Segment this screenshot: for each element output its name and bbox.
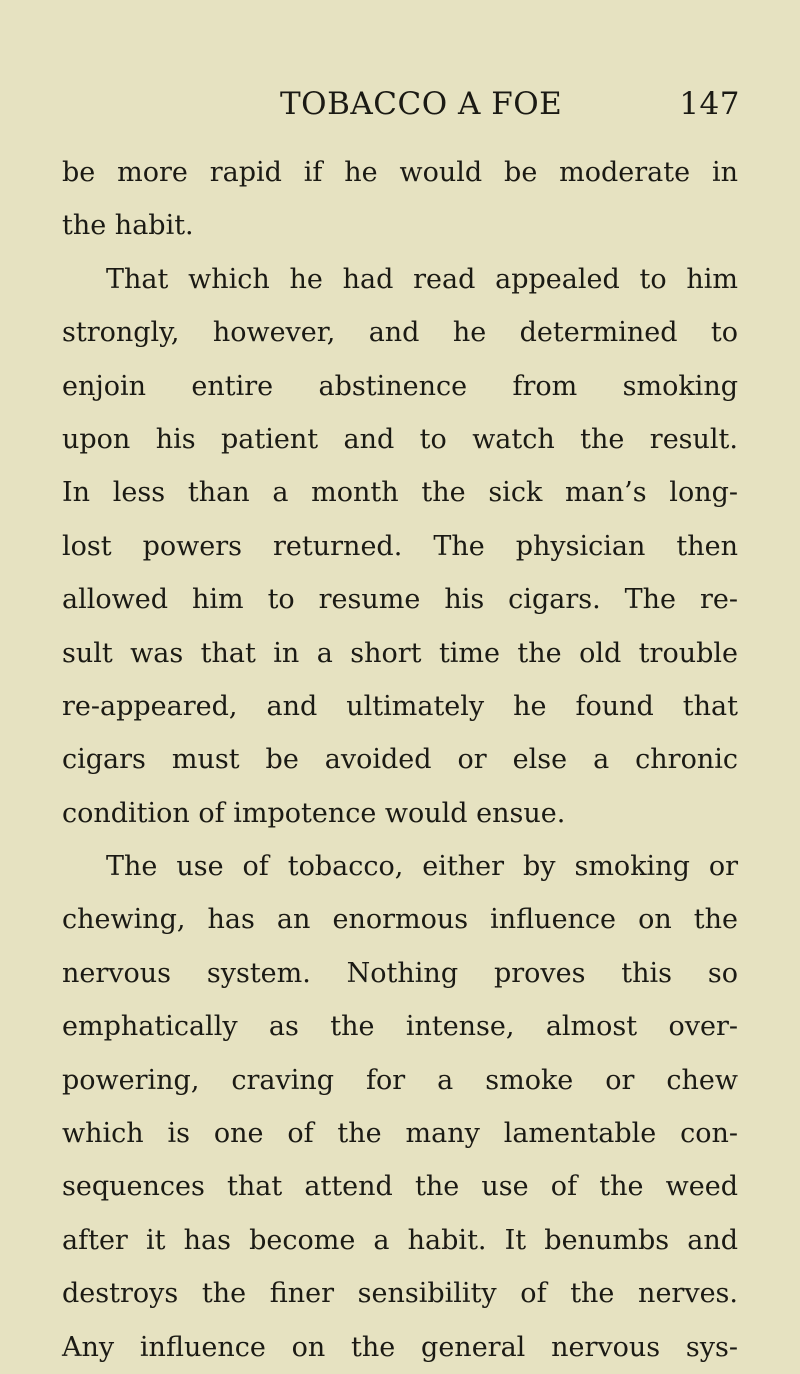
running-head [280, 86, 740, 126]
text-line: the habit. [62, 210, 194, 242]
text-line: Any influence on the general nervous sys- [62, 1331, 738, 1363]
text-line: sult was that in a short time the old trouble [62, 637, 738, 669]
text-line: sequences that attend the use of the weed [62, 1171, 738, 1203]
text-line: chewing, has an enormous influence on the [62, 904, 738, 936]
text-line: after it has become a habit. It benumbs and [62, 1224, 738, 1256]
text-line: condition of impotence would ensue. [62, 797, 566, 829]
text-line: enjoin entire abstinence from smoking [62, 370, 738, 402]
text-line: destroys the finer sensibility of the nerves. [62, 1278, 738, 1310]
running-title: TOBACCO A FOE [280, 86, 563, 122]
text-line: re-appeared, and ultimately he found that [62, 690, 738, 722]
text-line: nervous system. Nothing proves this so [62, 957, 738, 989]
page-number: 147 [679, 86, 740, 122]
text-line: That which he had read appealed to him [106, 263, 738, 295]
body-text [62, 146, 738, 1374]
text-line: The use of tobacco, either by smoking or [106, 851, 738, 883]
text-line: cigars must be avoided or else a chronic [62, 744, 738, 776]
text-line: which is one of the many lamentable con- [62, 1118, 738, 1150]
text-line: lost powers returned. The physician then [62, 530, 738, 562]
text-line: upon his patient and to watch the result. [62, 423, 738, 455]
text-line: allowed him to resume his cigars. The re- [62, 584, 738, 616]
text-line: emphatically as the intense, almost over- [62, 1011, 738, 1043]
text-line: be more rapid if he would be moderate in [62, 157, 738, 188]
text-line: strongly, however, and he determined to [62, 317, 738, 349]
text-line: powering, craving for a smoke or chew [62, 1064, 738, 1096]
text-line: In less than a month the sick man’s long- [62, 477, 738, 509]
